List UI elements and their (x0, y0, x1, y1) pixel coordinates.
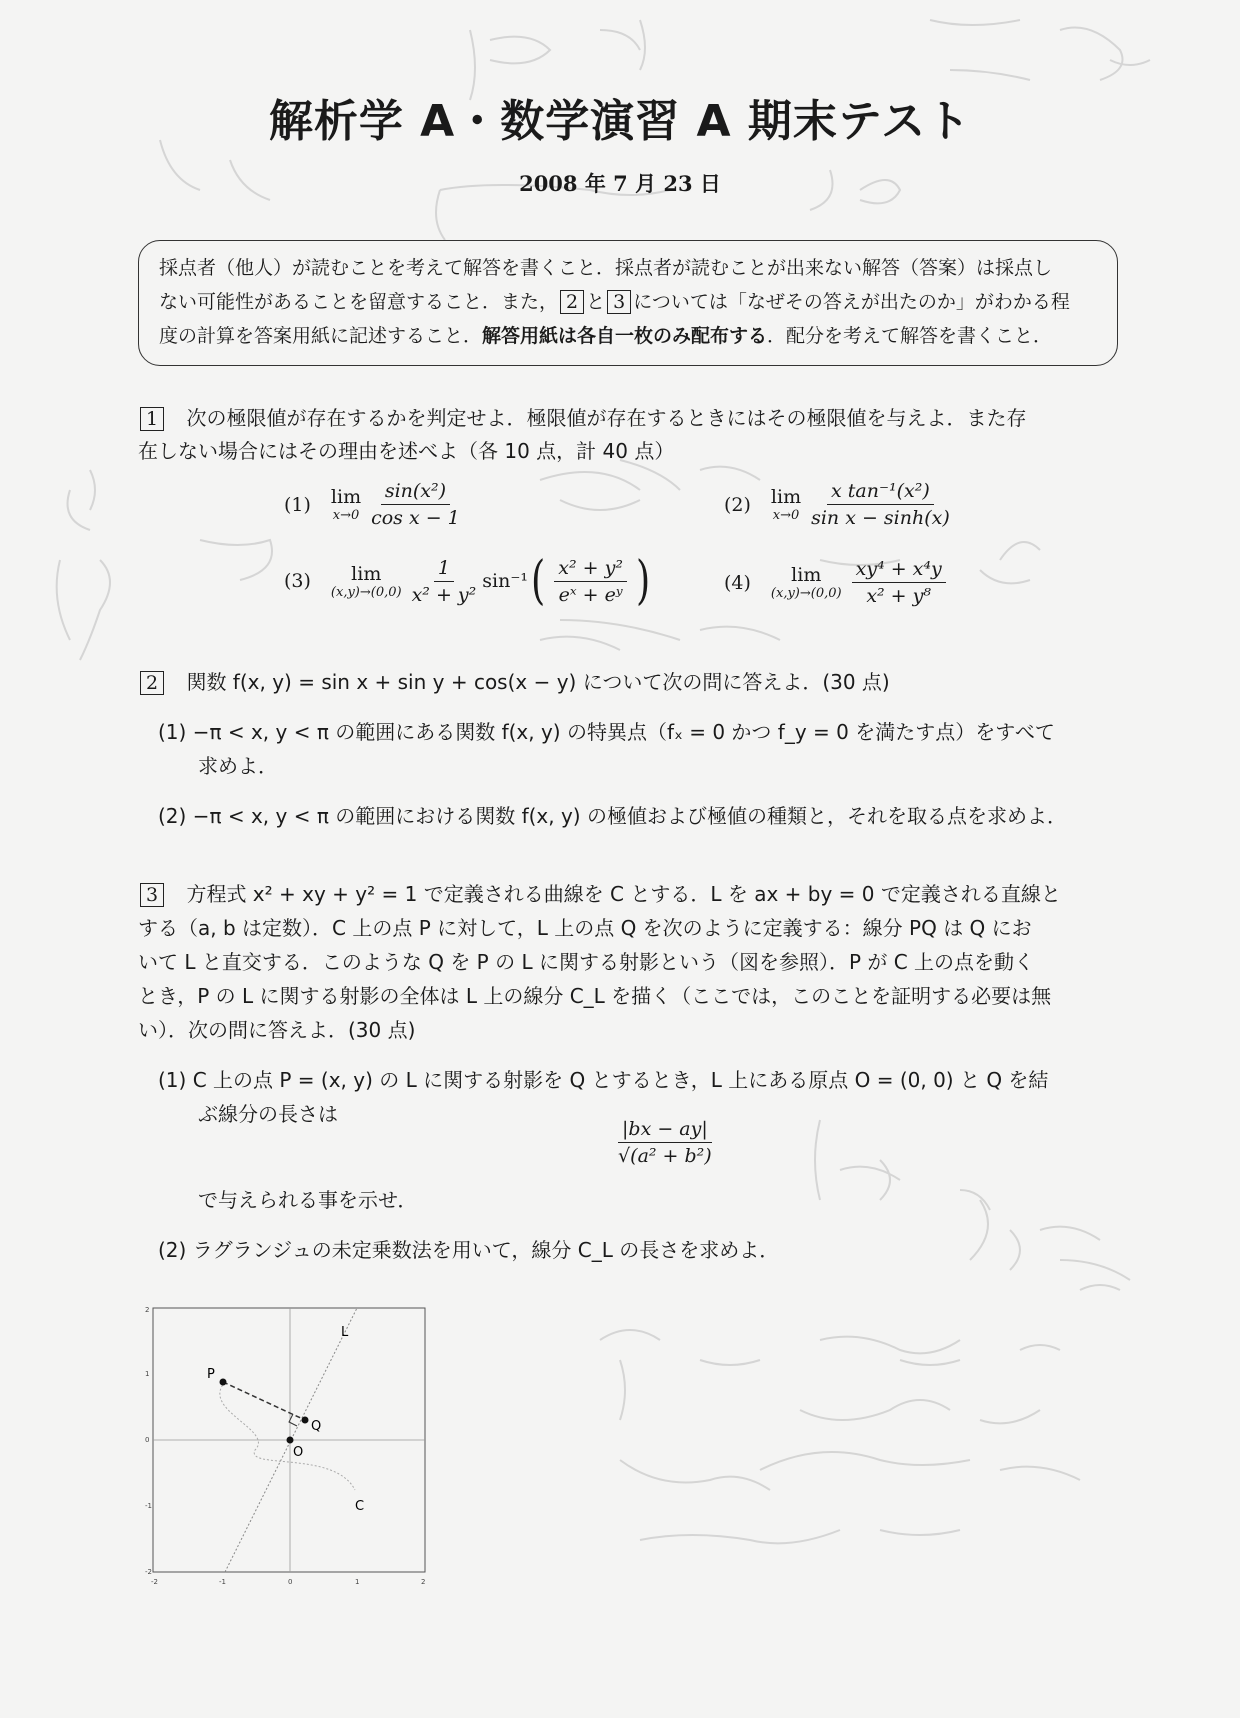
q3-p1-line-2: ぶ線分の長さは (198, 1102, 338, 1126)
tick-y-1: 1 (145, 1370, 150, 1378)
q3-p1-line-1: (1) C 上の点 P = (x, y) の L に関する射影を Q とするとき，L 上にある原点 O = (0, 0) と Q を結 (158, 1068, 1049, 1092)
q1-problem-4 (724, 558, 952, 607)
q1-p4-lim: lim (791, 564, 822, 586)
tick-x-0: 0 (288, 1578, 293, 1586)
q3-text-1: 方程式 x² + xy + y² = 1 で定義される曲線を C とする．L を ax + by = 0 で定義される直線と (186, 882, 1061, 906)
q2-number: 2 (140, 671, 164, 695)
q1-line-1 (138, 400, 1026, 436)
notice-line-3-bold: 解答用紙は各自一枚のみ配布する (482, 325, 768, 347)
q1-p1-label: (1) (284, 493, 311, 516)
tick-x-2: 2 (421, 1578, 426, 1586)
curve-C (220, 1382, 355, 1490)
label-P: P (207, 1367, 215, 1382)
q1-p4-num: xy⁴ + x⁴y (852, 558, 946, 583)
q1-p1-num: sin(x²) (381, 480, 450, 505)
q3-p2: (2) ラグランジュの未定乗数法を用いて，線分 C_L の長さを求めよ． (158, 1238, 780, 1262)
tick-x-1: 1 (355, 1578, 360, 1586)
notice-line-3a: 度の計算を答案用紙に記述すること． (159, 325, 483, 347)
q3-line-5: い）．次の問に答えよ．(30 点) (138, 1018, 416, 1042)
q1-p3-inner-num: x² + y² (554, 557, 627, 582)
q1-p2-den: sin x − sinh(x) (811, 507, 950, 529)
q1-p3-func: sin⁻¹ (482, 570, 528, 592)
point-O (287, 1437, 294, 1444)
q1-text-1: 次の極限値が存在するかを判定せよ．極限値が存在するときにはその極限値を与えよ．また存 (186, 406, 1027, 430)
q2-intro: 関数 f(x, y) = sin x + sin y + cos(x − y) について次の問に答えよ．(30 点) (186, 670, 890, 694)
exam-date: 2008 年 7 月 23 日 (519, 171, 721, 196)
q1-p4-sub: (x,y)→(0,0) (770, 586, 842, 601)
point-P (220, 1379, 227, 1386)
q1-line-2: 在しない場合にはその理由を述べよ（各 10 点，計 40 点） (138, 439, 675, 463)
q3-line-4: とき，P の L に関する射影の全体は L 上の線分 C_L を描く（ここでは，このことを証明する必要は無 (138, 984, 1052, 1008)
q3-number: 3 (140, 883, 164, 907)
instructions-box (138, 240, 1118, 366)
ref-box-3: 3 (607, 290, 631, 314)
q1-p4-den: x² + y⁸ (866, 585, 931, 607)
q1-p3-den: x² + y² (411, 583, 477, 606)
tick-y-0: 0 (145, 1436, 150, 1444)
q3-line-3: いて L と直交する．このような Q を P の L に関する射影という（図を参照）．P が C 上の点を動く (138, 950, 1035, 974)
q3-line-1 (138, 876, 1061, 912)
tick-y-2: 2 (145, 1306, 150, 1314)
q1-p2-sub: x→0 (772, 508, 800, 523)
q3-p1-line-3: で与えられる事を示せ． (198, 1188, 418, 1212)
q1-p3-lim: lim (351, 562, 382, 585)
q3-formula-num: |bx − ay| (618, 1118, 712, 1143)
q2-p2: (2) −π < x, y < π の範囲における関数 f(x, y) の極値および極値の種類と，それを取る点を求めよ． (158, 804, 1067, 828)
q1-p3-sub: (x,y)→(0,0) (330, 584, 402, 600)
q1-problem-3: (3) lim (x,y)→(0,0) $\frac{1}{\text{x² + y²}}$ sin⁻¹ ( $\frac{\text{x² + y²}}{\text{eˣ + eʸ}}$ ) (284, 551, 651, 611)
label-Q: Q (311, 1419, 322, 1434)
exam-title: 解析学 A・数学演習 A 期末テスト (268, 96, 972, 147)
q2-p1-line-2: 求めよ． (198, 754, 278, 778)
label-L: L (341, 1325, 349, 1340)
tick-y-neg1: -1 (145, 1502, 152, 1510)
q1-number: 1 (140, 407, 164, 431)
q1-problem-2 (724, 480, 956, 529)
notice-line-1: 採点者（他人）が読むことを考えて解答を書くこと．採点者が読むことが出来ない解答（答案）は採点し (159, 257, 1053, 279)
q1-p3-num: 1 (434, 557, 454, 582)
q1-p4-label: (4) (724, 571, 751, 594)
tick-x-neg2: -2 (151, 1578, 158, 1586)
q3-line-2: する（a, b は定数）．C 上の点 P に対して，L 上の点 Q を次のように定義する：線分 PQ は Q にお (138, 916, 1032, 940)
ref-box-2: 2 (560, 290, 584, 314)
tick-y-neg2: -2 (145, 1568, 152, 1576)
q1-problem-1 (284, 480, 466, 529)
notice-and: と (586, 291, 606, 313)
point-Q (302, 1417, 309, 1424)
q1-p2-num: x tan⁻¹(x²) (827, 480, 934, 505)
notice-line-2a: ない可能性があることを留意すること．また， (159, 291, 559, 313)
label-O: O (293, 1445, 304, 1460)
tick-x-neg1: -1 (219, 1578, 226, 1586)
notice-line-2 (159, 285, 1097, 319)
q1-p2-label: (2) (724, 493, 751, 516)
q1-p1-lim: lim (330, 486, 362, 508)
projection-figure (145, 1300, 435, 1600)
notice-line-2b: については「なぜその答えが出たのか」がわかる程 (633, 291, 1070, 313)
q1-p1-den: cos x − 1 (371, 507, 460, 529)
q3-length-formula (612, 1118, 718, 1167)
notice-line-3 (159, 319, 1097, 353)
notice-line-3b: ．配分を考えて解答を書くこと． (767, 325, 1053, 347)
q1-p3-label: (3) (284, 570, 311, 592)
q1-p2-lim: lim (770, 486, 802, 508)
q3-formula-den: √(a² + b²) (618, 1145, 712, 1167)
q2-p1-line-1: (1) −π < x, y < π の範囲にある関数 f(x, y) の特異点（fₓ = 0 かつ f_y = 0 を満たす点）をすべて (158, 720, 1055, 744)
q2-intro-line (138, 664, 890, 700)
q1-p3-inner-den: eˣ + eʸ (558, 583, 623, 606)
label-C: C (355, 1499, 365, 1514)
q1-p1-sub: x→0 (332, 508, 360, 523)
